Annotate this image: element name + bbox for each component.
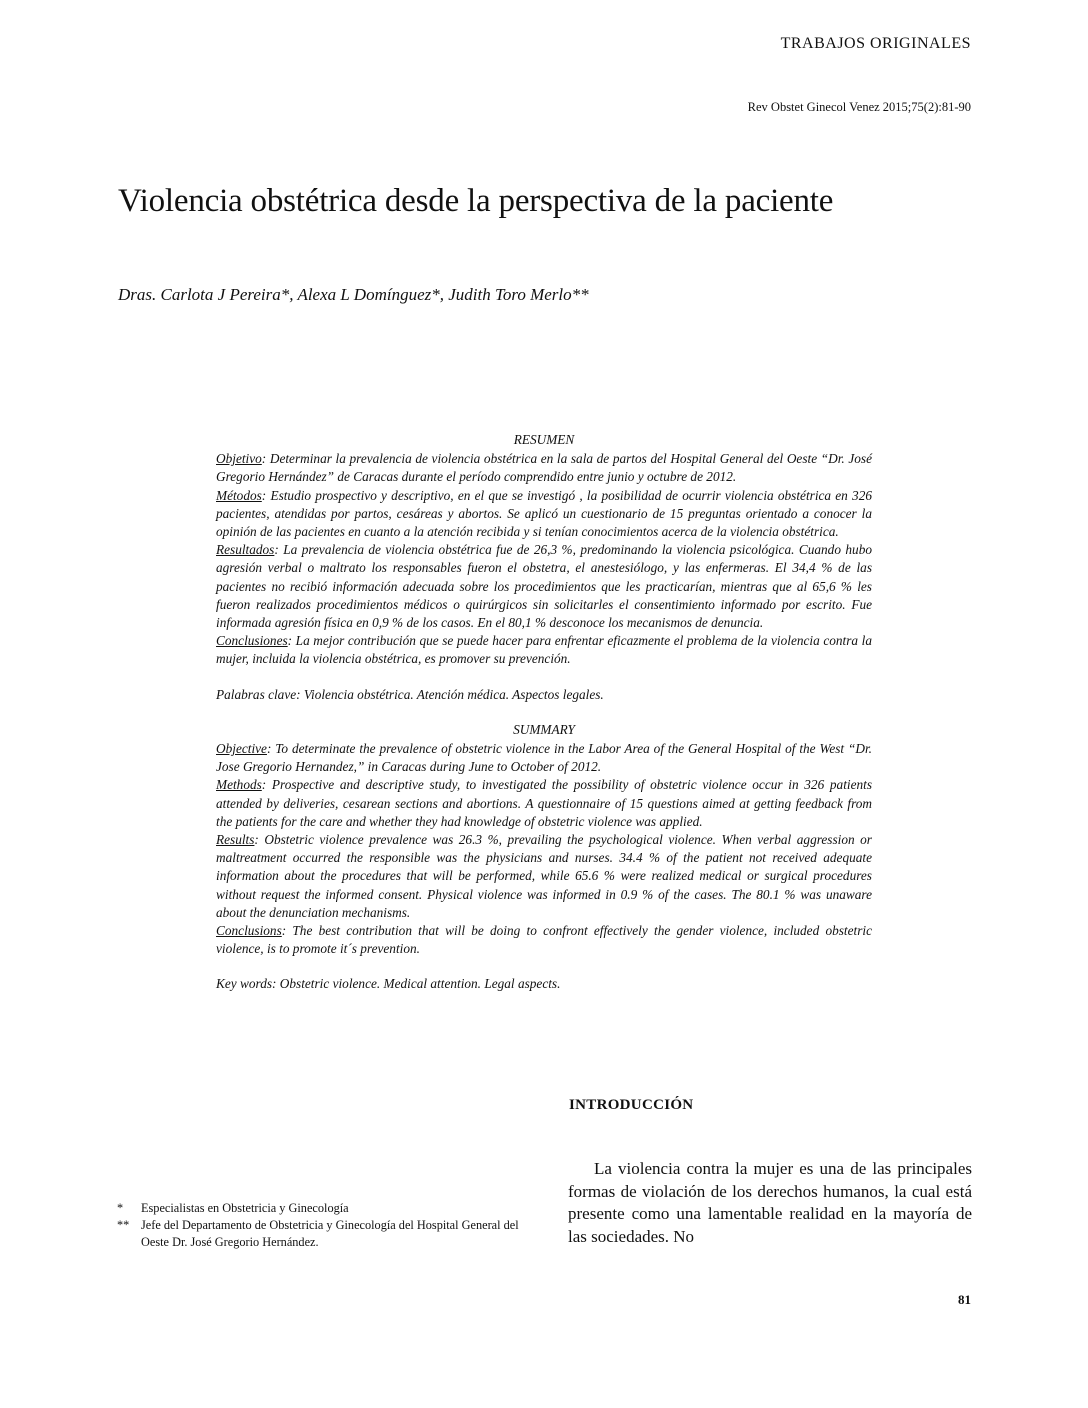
conclusiones-text: : La mejor contribución que se puede hacer para enfrentar eficazmente el problema de la violencia contra la mujer, incluida la violencia obstétrica, es promover su prevención.: [216, 633, 872, 667]
conclusions-label: Conclusions: [216, 923, 282, 939]
resumen-heading: RESUMEN: [513, 432, 575, 447]
objetivo-label: Objetivo: [216, 451, 262, 467]
resumen-metodos: [216, 487, 872, 542]
resumen-keywords: Palabras clave: Violencia obstétrica. Atención médica. Aspectos legales.: [216, 686, 604, 702]
resultados-text: : La prevalencia de violencia obstétrica fue de 26,3 %, predominando la violencia psicológica. Cuando hubo agresión verbal o maltrato los responsables fueron el obstetra, el anestesiólogo, y las enfermeras. El 34,4 % de las pacientes no recibió información adecuada sobre los procedimientos que les practicarían, mientras que al 65,6 % les fueron realizados procedimientos médicos o quirúrgicos sin solicitarles el consentimiento informado por escrito. Fue informada agresión física en 0,9 % de los casos. En el 80,1 % desconoce los mecanismos de denuncia.: [216, 542, 872, 631]
resumen-conclusiones: [216, 632, 872, 668]
results-label: Results: [216, 832, 255, 848]
summary-keywords: Key words: Obstetric violence. Medical attention. Legal aspects.: [216, 976, 561, 992]
summary-conclusions: [216, 922, 872, 958]
resumen-resultados: [216, 541, 872, 632]
footnote: [117, 1200, 527, 1217]
footnote: [117, 1217, 527, 1251]
conclusiones-label: Conclusiones: [216, 633, 288, 649]
objective-label: Objective: [216, 741, 267, 757]
metodos-text: : Estudio prospectivo y descriptivo, en el que se investigó , la posibilidad de ocurrir violencia obstétrica en 326 pacientes, atendidas por partos, cesáreas y abortos. Se aplicó un cuestionario de 15 preguntas orientado a conocer la opinión de las pacientes en cuanto a la atención recibida y si tenían conocimientos acerca de la violencia obstétrica.: [216, 487, 872, 540]
abstract-block: [216, 431, 872, 994]
resultados-label: Resultados: [216, 542, 275, 558]
summary-objective: [216, 740, 872, 776]
results-text: : Obstetric violence prevalence was 26.3 %, prevailing the psychological violence. When verbal aggression or maltreatment occurred the responsible was the physicians and nurses. 34.4 % of the patient not received adequate information about the procedures that will be performed, while 65.6 % were realized medical or surgical procedures without request the informed consent. Physical violence was informed in 0.9 % of the cases. The 80.1 % was unaware about the denunciation mechanisms.: [216, 832, 872, 920]
introduction-heading: INTRODUCCIÓN: [569, 1097, 694, 1113]
summary-methods: [216, 776, 872, 831]
section-label: TRABAJOS ORIGINALES: [780, 35, 971, 52]
author-list: Dras. Carlota J Pereira*, Alexa L Domínguez*, Judith Toro Merlo**: [118, 285, 589, 304]
methods-text: : Prospective and descriptive study, to investigated the possibility of obstetric violence occur in 326 patients attended by deliveries, cesarean sections and abortions. A questionnaire of 15 questions aimed at getting feedback from the patients for the care and whether they had knowledge of obstetric violence was applied.: [216, 777, 872, 829]
conclusions-text: : The best contribution that will be doing to confront effectively the gender violence, included obstetric violence, is to promote it´s prevention.: [216, 923, 872, 957]
introduction-paragraph: La violencia contra la mujer es una de las principales formas de violación de los derechos humanos, la cual está presente como una lamentable realidad en la mayoría de las sociedades. No: [568, 1159, 972, 1246]
footnotes: [117, 1200, 527, 1251]
journal-citation: Rev Obstet Ginecol Venez 2015;75(2):81-90: [747, 100, 971, 114]
resumen-objetivo: [216, 450, 872, 486]
article-title: Violencia obstétrica desde la perspectiva de la paciente: [118, 183, 834, 219]
objective-text: : To determinate the prevalence of obstetric violence in the Labor Area of the General Hospital of the West “Dr. Jose Gregorio Hernandez,” in Caracas during June to October of 2012.: [216, 741, 872, 775]
metodos-label: Métodos: [216, 487, 262, 503]
page-number: 81: [958, 1292, 971, 1307]
summary-results: [216, 831, 872, 922]
footnote-text: Jefe del Departamento de Obstetricia y Ginecología del Hospital General del Oeste Dr. José Gregorio Hernández.: [141, 1218, 519, 1249]
footnote-mark: *: [117, 1201, 124, 1215]
objetivo-text: : Determinar la prevalencia de violencia obstétrica en la sala de partos del Hospital General del Oeste “Dr. José Gregorio Hernández” de Caracas durante el período comprendido entre junio y octubre de 2012.: [216, 451, 872, 485]
summary-heading: SUMMARY: [513, 721, 575, 737]
methods-label: Methods: [216, 777, 262, 793]
footnote-mark: **: [117, 1218, 130, 1232]
footnote-text: Especialistas en Obstetricia y Ginecología: [141, 1201, 349, 1215]
